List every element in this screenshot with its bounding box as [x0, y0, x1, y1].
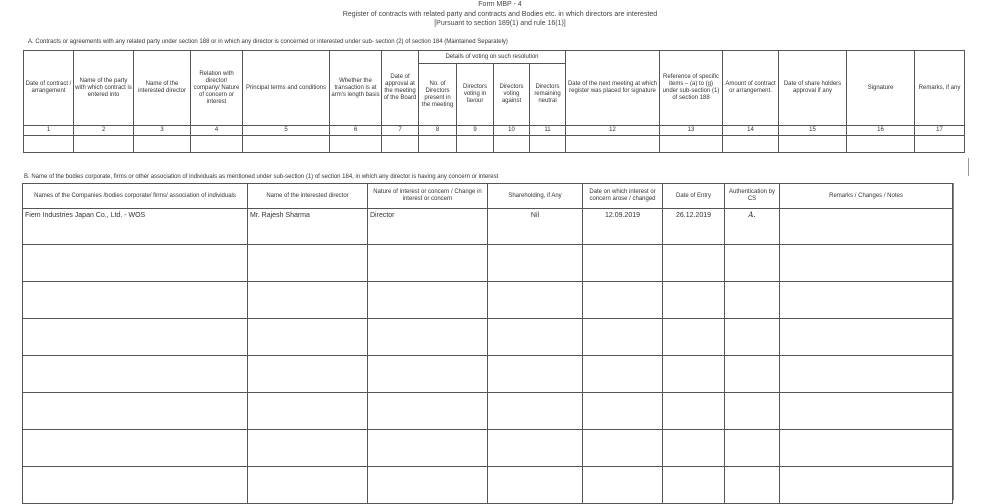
- col-header: Directors voting against: [494, 64, 530, 126]
- empty-cell: [23, 393, 248, 430]
- table-row: [23, 467, 953, 504]
- empty-cell: [780, 245, 953, 282]
- page-margin-line: [953, 183, 954, 500]
- empty-cell: [382, 136, 419, 153]
- col-header: Name of the interested director: [134, 51, 191, 126]
- col-number: 7: [382, 126, 419, 136]
- col-number: 4: [191, 126, 243, 136]
- empty-cell: [368, 467, 488, 504]
- col-number: 16: [847, 126, 915, 136]
- register-subtitle: [Pursuant to section 189(1) and rule 16(1)]: [434, 20, 566, 27]
- empty-cell: [248, 430, 368, 467]
- table-row: [23, 245, 953, 282]
- empty-cell: [725, 393, 780, 430]
- col-number: 2: [74, 126, 134, 136]
- table-row: [23, 319, 953, 356]
- empty-cell: [368, 245, 488, 282]
- date-interest-arose: 12.09.2019: [583, 209, 663, 245]
- col-header: Whether the transaction is at arm's length basis: [330, 51, 382, 126]
- col-number: 12: [566, 126, 660, 136]
- section-a-header-row-top: [24, 51, 965, 64]
- empty-cell: [248, 282, 368, 319]
- empty-cell: [583, 245, 663, 282]
- empty-cell: [191, 136, 243, 153]
- section-b-header-row: [23, 184, 953, 209]
- empty-cell: [663, 245, 725, 282]
- empty-cell: [134, 136, 191, 153]
- empty-cell: [725, 356, 780, 393]
- section-a-number-row: [24, 126, 965, 136]
- section-a-table: [23, 50, 965, 153]
- date-of-entry: 26.12.2019: [663, 209, 725, 245]
- empty-cell: [457, 136, 494, 153]
- col-number: 3: [134, 126, 191, 136]
- empty-cell: [488, 356, 583, 393]
- empty-cell: [23, 467, 248, 504]
- empty-cell: [243, 136, 330, 153]
- empty-cell: [23, 282, 248, 319]
- empty-cell: [915, 136, 965, 153]
- empty-cell: [725, 282, 780, 319]
- empty-cell: [780, 356, 953, 393]
- col-header: Date of Entry: [663, 184, 725, 209]
- empty-cell: [566, 136, 660, 153]
- section-b-table: [22, 183, 953, 504]
- col-header: Amount of contract or arrangement.: [723, 51, 779, 126]
- col-header: Reference of specific items – (a) to (g) under sub-section (1) of section 188: [660, 51, 723, 126]
- col-header: Shareholding, if Any: [488, 184, 583, 209]
- col-header: Date of the next meeting at which register was placed for signature: [566, 51, 660, 126]
- col-number: 17: [915, 126, 965, 136]
- empty-cell: [23, 319, 248, 356]
- empty-cell: [488, 467, 583, 504]
- empty-cell: [488, 319, 583, 356]
- col-header: Directors remaining neutral: [530, 64, 566, 126]
- empty-cell: [530, 136, 566, 153]
- col-header: Date on which interest or concern arose / changed: [583, 184, 663, 209]
- company-name: Fiem Industries Japan Co., Ltd. - WOS: [23, 209, 248, 245]
- col-header: Directors voting in favour: [457, 64, 494, 126]
- empty-cell: [368, 319, 488, 356]
- col-number: 6: [330, 126, 382, 136]
- col-header: Names of the Companies /bodies corporate/ firms/ association of individuals: [23, 184, 248, 209]
- empty-cell: [419, 136, 457, 153]
- empty-cell: [368, 393, 488, 430]
- empty-cell: [488, 245, 583, 282]
- empty-cell: [494, 136, 530, 153]
- empty-cell: [780, 467, 953, 504]
- col-header: Remarks, if any: [915, 51, 965, 126]
- cs-signature: A.: [725, 209, 780, 245]
- empty-cell: [663, 282, 725, 319]
- col-header: Remarks / Changes / Notes: [780, 184, 953, 209]
- section-b-heading: B. Name of the bodies corporate, firms or other association of individuals as mentioned under sub-section (1) of section 184, in which any director is having any concern or interest: [24, 174, 499, 180]
- empty-cell: [368, 356, 488, 393]
- section-a-heading: A. Contracts or agreements with any related party under section 188 or in which any director is concerned or interested under sub- section (2) of section 184 (Maintained Separately): [28, 39, 508, 45]
- empty-cell: [660, 136, 723, 153]
- col-header: Date of contract / arrangement: [24, 51, 74, 126]
- table-row: [23, 282, 953, 319]
- empty-cell: [780, 319, 953, 356]
- empty-cell: [330, 136, 382, 153]
- empty-cell: [488, 430, 583, 467]
- empty-cell: [583, 467, 663, 504]
- col-header: Signature: [847, 51, 915, 126]
- col-number: 5: [243, 126, 330, 136]
- empty-cell: [23, 245, 248, 282]
- empty-cell: [248, 467, 368, 504]
- empty-cell: [780, 430, 953, 467]
- col-header: No. of Directors present in the meeting: [419, 64, 457, 126]
- remarks: [780, 209, 953, 245]
- col-number: 8: [419, 126, 457, 136]
- empty-cell: [779, 136, 847, 153]
- table-row: [23, 356, 953, 393]
- empty-cell: [725, 467, 780, 504]
- empty-cell: [583, 282, 663, 319]
- empty-cell: [663, 356, 725, 393]
- col-number: 15: [779, 126, 847, 136]
- shareholding: Nil: [488, 209, 583, 245]
- empty-cell: [583, 393, 663, 430]
- col-header: Nature of interest or concern / Change in interest or concern: [368, 184, 488, 209]
- empty-cell: [488, 282, 583, 319]
- page-edge-mark: [968, 158, 969, 176]
- voting-group-header: Details of voting on such resolution: [419, 51, 566, 64]
- empty-cell: [663, 430, 725, 467]
- section-a-empty-row: [24, 136, 965, 153]
- empty-cell: [723, 136, 779, 153]
- empty-cell: [663, 319, 725, 356]
- col-header: Date of share holders approval if any: [779, 51, 847, 126]
- empty-cell: [368, 282, 488, 319]
- empty-cell: [248, 245, 368, 282]
- empty-cell: [368, 430, 488, 467]
- col-header: Date of approval at the meeting of the Board: [382, 51, 419, 126]
- col-number: 10: [494, 126, 530, 136]
- empty-cell: [583, 356, 663, 393]
- empty-cell: [780, 282, 953, 319]
- empty-cell: [725, 319, 780, 356]
- empty-cell: [488, 393, 583, 430]
- nature-of-interest: Director: [368, 209, 488, 245]
- col-header: Principal terms and conditions: [243, 51, 330, 126]
- col-number: 13: [660, 126, 723, 136]
- empty-cell: [24, 136, 74, 153]
- col-number: 9: [457, 126, 494, 136]
- empty-cell: [248, 393, 368, 430]
- col-number: 14: [723, 126, 779, 136]
- empty-cell: [725, 430, 780, 467]
- col-header: Authentication by CS: [725, 184, 780, 209]
- empty-cell: [663, 467, 725, 504]
- table-row: [23, 430, 953, 467]
- empty-cell: [583, 319, 663, 356]
- empty-cell: [583, 430, 663, 467]
- col-number: 1: [24, 126, 74, 136]
- table-row: [23, 393, 953, 430]
- empty-cell: [847, 136, 915, 153]
- empty-cell: [780, 393, 953, 430]
- empty-cell: [248, 356, 368, 393]
- director-name: Mr. Rajesh Sharma: [248, 209, 368, 245]
- empty-cell: [663, 393, 725, 430]
- empty-cell: [725, 245, 780, 282]
- empty-cell: [23, 356, 248, 393]
- empty-cell: [74, 136, 134, 153]
- form-number: Form MBP - 4: [478, 1, 522, 8]
- col-number: 11: [530, 126, 566, 136]
- register-title: Register of contracts with related party and contracts and Bodies etc. in which directors are interested: [342, 11, 658, 18]
- empty-cell: [248, 319, 368, 356]
- empty-cell: [23, 430, 248, 467]
- col-header: Name of the party with which contract is entered into: [74, 51, 134, 126]
- table-row: [23, 209, 953, 245]
- col-header: Relation with director/ company/ Nature of concern or interest: [191, 51, 243, 126]
- col-header: Name of the interested director: [248, 184, 368, 209]
